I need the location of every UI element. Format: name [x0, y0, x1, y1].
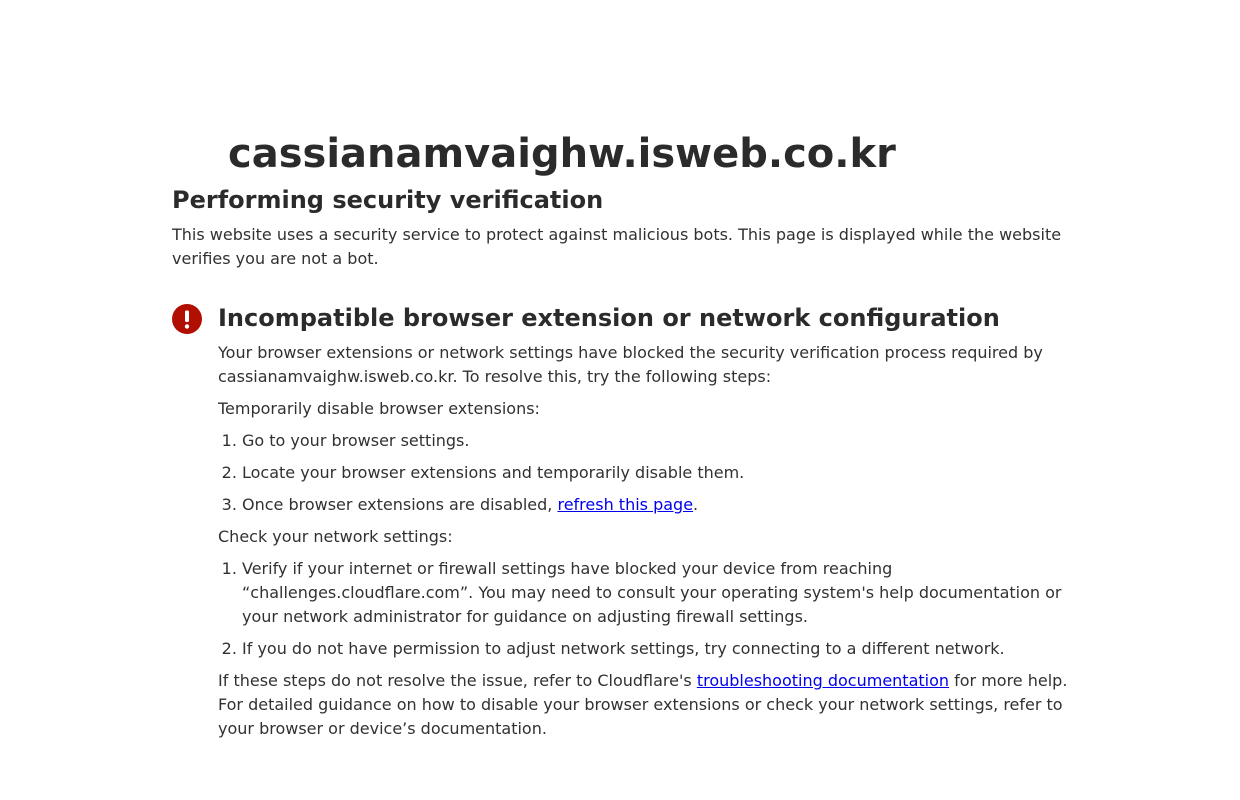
network-step: 1. Verify if your internet or firewall settings have blocked your device from reaching “challenges.cloudflare.com”. You may need to consult your operating system's help documentation or your network administrator for guidance on adjusting firewall settings.	[242, 557, 1078, 629]
error-title: Incompatible browser extension or network configuration	[218, 304, 1000, 332]
extension-step-text: Once browser extensions are disabled,	[242, 495, 558, 514]
refresh-suffix: .	[693, 495, 699, 514]
page-heading: Performing security verification	[172, 186, 604, 214]
footer-help-text	[218, 669, 1078, 741]
footer-prefix: If these steps do not resolve the issue, refer to Cloudflare's	[218, 671, 697, 690]
refresh-page-link[interactable]: refresh this page	[557, 495, 694, 514]
extension-step	[242, 493, 1078, 517]
error-description: Your browser extensions or network settings have blocked the security verification process required by cassianamvaighw.isweb.co.kr. To resolve this, try the following steps:	[218, 343, 1043, 386]
network-heading: Check your network settings:	[218, 527, 453, 546]
footer-suffix: for more help. For detailed guidance on how to disable your browser extensions or check your network settings, refer to your browser or device’s documentation.	[218, 671, 1068, 738]
extension-step: 2. Locate your browser extensions and temporarily disable them.	[242, 461, 1078, 485]
intro-text: This website uses a security service to protect against malicious bots. This page is displayed while the website verifies you are not a bot.	[172, 225, 1062, 268]
error-details	[218, 341, 1078, 749]
network-steps-list	[218, 557, 1078, 661]
extensions-heading: Temporarily disable browser extensions:	[218, 399, 540, 418]
extension-steps-list	[218, 429, 1078, 517]
site-name: cassianamvaighw.isweb.co.kr	[228, 131, 896, 177]
troubleshooting-documentation-link[interactable]: troubleshooting documentation	[696, 671, 950, 690]
network-step: 2. If you do not have permission to adjust network settings, try connecting to a different network.	[242, 637, 1078, 661]
extension-step: 1. Go to your browser settings.	[242, 429, 1078, 453]
exclamation-circle-icon	[172, 304, 202, 334]
